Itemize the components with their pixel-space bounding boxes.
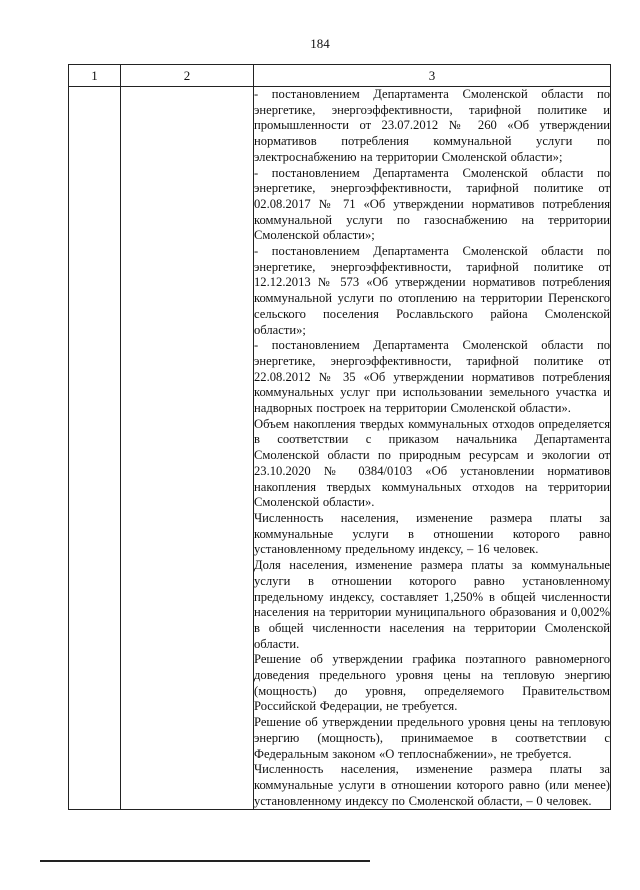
paragraph-price-limit: Решение об утверждении предельного уровня цены на тепловую энергию (мощность), принимаемое в соответствии с Федеральным законом «О теплоснабжении», не требуется.: [254, 715, 610, 761]
cell-col-2: [121, 87, 254, 810]
column-header-1: 1: [69, 65, 121, 87]
footer-divider: [40, 860, 370, 862]
table-row: [69, 87, 611, 810]
paragraph-decree-land-plot: - постановлением Департамента Смоленской области по энергетике, энергоэффективности, тарифной политике от 22.08.2012 № 35 «Об утверждении нормативов потребления коммунальных услуг при использовании земельного участка и надворных построек на территории Смоленской области».: [254, 338, 610, 416]
paragraph-population-share: Доля населения, изменение размера платы за коммунальные услуги в отношении которого равно установленному предельному индексу, составляет 1,250% в общей численности населения на территории муниципального образования и 0,002% в общей численности населения на территории Смоленской области.: [254, 558, 610, 651]
paragraph-price-schedule: Решение об утверждении графика поэтапного равномерного доведения предельного уровня цены на тепловую энергию (мощность) до уровня, определяемого Правительством Российской Федерации, не требуется.: [254, 652, 610, 714]
paragraph-decree-gas: - постановлением Департамента Смоленской области по энергетике, энергоэффективности, тарифной политике от 02.08.2017 № 71 «Об утверждении нормативов потребления коммунальной услуги по газоснабжению на территории Смоленской области»;: [254, 165, 610, 243]
paragraph-population-count: Численность населения, изменение размера платы за коммунальные услуги в отношении которого равно установленному предельному индексу, – 16 человек.: [254, 510, 610, 557]
page-number: 184: [310, 36, 330, 51]
cell-col-1: [69, 87, 121, 810]
paragraph-decree-heating: - постановлением Департамента Смоленской области по энергетике, энергоэффективности, тарифной политике от 12.12.2013 № 573 «Об утверждении нормативов потребления коммунальной услуги по отоплению на территории Перенского сельского поселения Рославльского района Смоленской области»;: [254, 244, 610, 337]
table-header-row: [69, 65, 611, 87]
cell-col-3: [254, 87, 611, 810]
document-table: [68, 64, 611, 810]
column-header-3: 3: [254, 65, 611, 87]
paragraph-decree-electricity: - постановлением Департамента Смоленской области по энергетике, энергоэффективности, тарифной политике и промышленности от 23.07.2012 № 260 «Об утверждении нормативов потребления коммунальной услуги по электроснабжению на территории Смоленской области»;: [254, 87, 610, 164]
column-header-2: 2: [121, 65, 254, 87]
paragraph-population-zero: Численность населения, изменение размера платы за коммунальные услуги в отношении которого равно (или менее) установленному индексу по Смоленской области, – 0 человек.: [254, 762, 610, 808]
paragraph-solid-waste: Объем накопления твердых коммунальных отходов определяется в соответствии с приказом начальника Департамента Смоленской области по природным ресурсам и экологии от 23.10.2020 № 0384/0103 «Об установлении нормативов накопления твердых коммунальных отходов на территории Смоленской области».: [254, 416, 610, 510]
